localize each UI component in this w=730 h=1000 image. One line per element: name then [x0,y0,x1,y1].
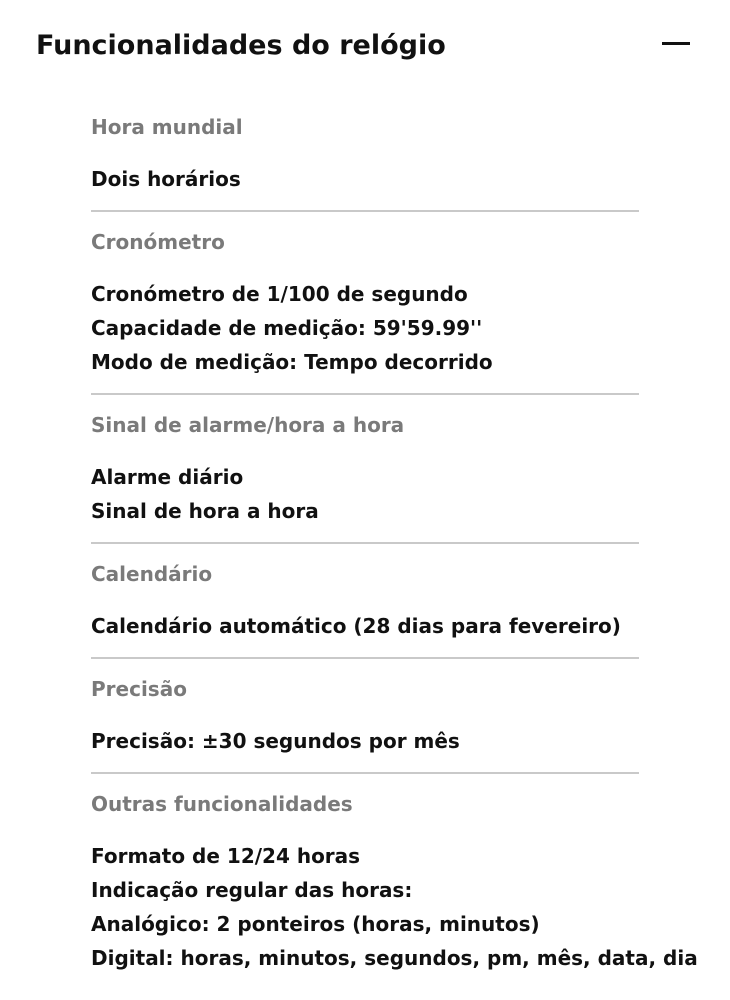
divider [91,772,639,774]
divider [91,542,639,544]
section-items [91,162,639,196]
feature-item: Precisão: ±30 segundos por mês [91,729,460,753]
feature-item: Analógico: 2 ponteiros (horas, minutos) [91,912,540,936]
section-heading: Outras funcionalidades [91,792,353,816]
feature-item: Capacidade de medição: 59'59.99'' [91,316,483,340]
feature-item: Sinal de hora a hora [91,499,319,523]
section-heading: Hora mundial [91,115,243,139]
feature-item: Indicação regular das horas: [91,878,413,902]
feature-item: Dois horários [91,167,241,191]
section-other-features [91,787,698,975]
section-calendar [91,557,639,659]
section-items [91,839,698,975]
page-title: Funcionalidades do relógio [36,30,446,61]
divider [91,657,639,659]
section-heading: Calendário [91,562,213,586]
section-alarm [91,408,639,544]
section-items [91,460,639,528]
feature-item: Alarme diário [91,465,244,489]
section-heading: Precisão [91,677,187,701]
section-heading: Sinal de alarme/hora a hora [91,413,405,437]
section-heading: Cronómetro [91,230,225,254]
divider [91,393,639,395]
section-items [91,724,639,758]
section-accuracy [91,672,639,774]
features-list [91,110,698,975]
minus-icon [662,42,690,45]
divider [91,210,639,212]
accordion-header[interactable] [0,0,730,92]
feature-item: Modo de medição: Tempo decorrido [91,350,493,374]
section-stopwatch [91,225,639,395]
feature-item: Digital: horas, minutos, segundos, pm, mês, data, dia [91,946,698,970]
section-items [91,277,639,379]
collapse-button[interactable] [654,22,698,66]
feature-item: Formato de 12/24 horas [91,844,361,868]
feature-item: Calendário automático (28 dias para fevereiro) [91,614,621,638]
feature-item: Cronómetro de 1/100 de segundo [91,282,468,306]
section-world-time [91,110,639,212]
section-items [91,609,639,643]
